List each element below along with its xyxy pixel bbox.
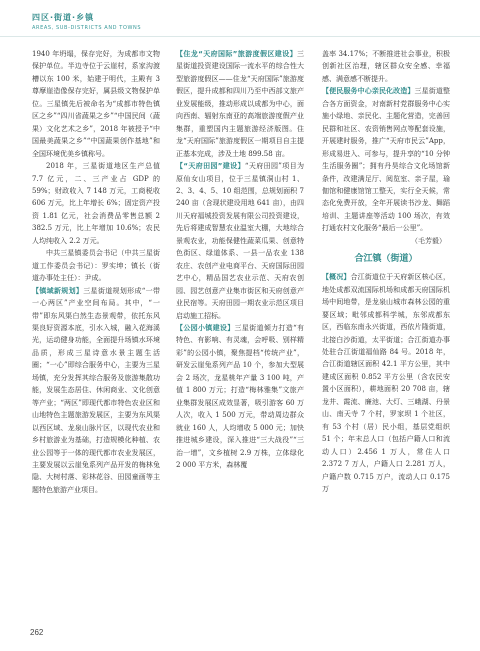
column-2: [176, 48, 304, 618]
section-text: 三星街道倾力打造“有特色、有影响、有灵魂，会呼吸、别样精彩”的公园小镇，聚焦提档“传统产业”，研发云崖兔系列产品 10 个，参加大型展会 2 场次，龙星桃年产量 3 100 吨，产值 1 800 万元；打造“梅林雅集”文旅产业集群发展区成效显著，吸引游客 60 万人次，收入 1 500 万元，带动周边群众就业 160 人，人均增收 5 000 元；加快推进城乡建设，深入推进“三大战役”“三治一增”，文乡植树 2.9 万株，立体绿化 2 000 平方米，森林覆: [176, 323, 304, 469]
section-title: 合江镇（街道）: [354, 254, 418, 265]
col3-section: [322, 271, 450, 495]
running-header: [32, 12, 141, 31]
col2-section: [176, 48, 304, 160]
header-subtitle: AREAS, SUB-DISTRICTS AND TOWNS: [32, 25, 142, 31]
section-text: “天府田园”项目为原仙女山项目，位于三星镇洞山村 1、2、3、4、5、10 组范围，总规划面积 7 240 亩（含现状建设用地 641 亩），由四川天府福城投资发展有限公司投资建设，先后将建成智慧农业温室大棚，大地综合景观农业，功能保健性蔬菜瓜果、创意特色街区、绿道体系、一县一品农业 138 农庄、农创产业电商平台、天府国际田园艺中心，精品国艺农业示范、天府农创园、园艺创意产业集市街区和天府创意产业民宿等。天府田园一期农业示范区项目启动施工招标。: [176, 162, 304, 320]
header-title: 四区·街道·乡镇: [32, 13, 95, 22]
section-tag: 【概况】: [322, 273, 351, 282]
section-tag: 【“天府田园”建设】: [176, 162, 245, 171]
col1-paragraph: 中共三星镇委员会书记（中共三星街道工作委员会书记）：罗实坤；镇长（街道办事处主任）：尹成。: [32, 249, 160, 283]
col1-section: [32, 285, 160, 497]
col3-section: [322, 85, 450, 234]
section-text: 三星街道投资建设国际一流水平的综合性大型旅游度假区——住龙“天府国际”旅游度假区，提升成都和四川乃至中西部文旅产业发展能级，推动形成以成都为中心，面向西南、辐射东南亚的高端旅游度假产业集群，重塑国内主题旅游经济版图。住龙“天府国际”旅游度假区一期项目自主提正基本完成，涉及土地 899.58 亩。: [176, 50, 304, 158]
section-text: 合江街道位于天府新区核心区，地处成都双流国际机场和成都天府国际机场中间地带，是龙泉山城市森林公园的重要区域；毗邻成都科学城，东邻成都东区，西临东南永兴街道，西依片隆街道，北接白沙街道，太平街道；合江街道办事处驻合江街道福仙路 84 号。2018 年，合江街道辖区面积 42.1 平方公里，其中建成区面积 0.852 平方公里（含农民安置小区面积），耕地面积 20 708 亩，辖龙井、霞流、廉池、大灯、三峨湖、丹景山、南天寺 7 个村，罗家坝 1 个社区，有 53 个村（居）民小组，基层党组织 51 个；年末总人口（包括户籍人口和流动人口）2.456 1 万人，常住人口 2.372 7 万人，户籍人口 2.281 万人，户籍户数 0.715 万户，流动人口 0.175 万: [322, 273, 450, 493]
page-number: 262: [30, 628, 44, 637]
section-tag: 【镇域新规划】: [32, 286, 84, 295]
section-text: 三星街道整合各方面资金，对南新村党群服务中心实施小绿地、亲民化、主题化营造，完善回民群和社区、农资销售网点等配套设施，开展建时服务，推广“天府市民云”App，形成易进入、可参与，提升享的“10 分钟生活服务圈”；拥有丹昊综合文化场馆新条件，改建满足厅、阅览室、亲子屋，瑜伽馆和健康馆馆工整天，实行全天候，常态化免费开放，全年开展读书沙龙、舞蹈培训、主题讲座等活动 100 场次，有效打通农村文化服务“最后一公里”。: [322, 87, 450, 233]
col1-paragraph: 2018 年，三星街道地区生产总值 7.7 亿元，二、三产业占 GDP 的 59%；财政收入 7 148 万元，工商税收 606 万元，比上年增长 6%；固定资产投资 1.81 亿元，社会消费品零售总额 2 382.5 万元，比上年增加 10.6%；农民人均纯收入 2.2 万元。: [32, 162, 160, 245]
section-text: 三星街道规划形成“一带一心两区”产业空间布局。其中，“一带”即东风渠白然生态景观带，依托东风渠良好资源本底，引水入城，融入花海溪光，运动健身功能，全面提升场镇水环境品质，形成三星诗意水景主题生活圈；“一心”即综合服务中心，主要为三星场镇，充分发挥其综合服务及旅游集散功能，发展生态居住、休闲商业、文化创意等产业；“两区”即现代都市特色农业区和山地特色主题旅游发展区，主要为东风渠以西区域、龙泉山脉片区，以现代农业和乡村旅游业为基础，打造规模化种植、农业公园等于一体的现代都市农业发展区，主要发展以云崖兔系列产品开发的梅林兔隐、大树村落、彩林花谷、田园童画等主题特色旅游产业项目。: [32, 286, 160, 494]
col2-section: [176, 160, 304, 322]
header-divider: [0, 36, 480, 37]
section-tag: 【住龙“天府国际”旅游度假区建设】: [176, 50, 297, 58]
column-1: [32, 48, 160, 618]
column-3: [322, 48, 450, 618]
author-signature: （毛芳毅）: [411, 236, 446, 245]
col3-paragraph: 盖率 34.17%；不断推进社会事业，积极创新社区治理，辖区群众安全感、幸福感、满意感不断提升。: [322, 50, 450, 83]
col2-section: [176, 322, 304, 471]
col1-paragraph: 1940 年坍塌，保存完好，为成都市文物保护单位。半边寺位于云崖村，系家沟渡槽以东 100 米，始建于明代，主殿有 3 尊摩崖造像保存完好，属县级文物保护单位。三星镇先后被命名为“成都市特色镇区之乡”“四川省蔬果之乡”“中国民间（蔬果）文化艺术之乡”，2018 年被授予“中国最美蔬果之乡”“中国蔬果创作基地”和全国环境优美乡镇称号。: [32, 50, 160, 158]
section-tag: 【便民服务中心亲民化改造】: [322, 87, 415, 96]
section-tag: 【公园小镇建设】: [176, 323, 235, 332]
